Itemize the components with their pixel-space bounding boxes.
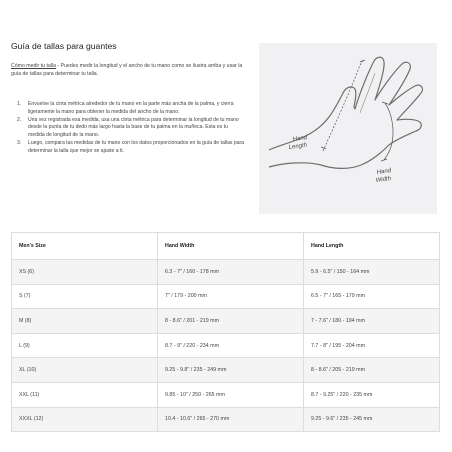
header-hand-length: Hand Length <box>304 233 440 260</box>
size-cell: XS (6) <box>12 260 158 285</box>
width-cell: 6.3 - 7" / 160 - 178 mm <box>158 260 304 285</box>
step-text: Luego, compara las medidas de tu mano con los datos proporcionados en la guía de tallas para determinar la talla que mejor se ajuste a ti. <box>28 139 245 154</box>
measurement-steps <box>17 101 245 156</box>
step-number: 3. <box>17 139 22 146</box>
table-header-row <box>12 233 440 260</box>
finger-crease <box>360 73 375 113</box>
how-to-measure-link[interactable]: Cómo medir tu talla <box>11 63 56 69</box>
length-cell: 9.25 - 9.6" / 235 - 245 mm <box>304 407 440 432</box>
width-cell: 10.4 - 10.6" / 265 - 270 mm <box>158 407 304 432</box>
length-cell: 7 - 7.6" / 180 - 194 mm <box>304 309 440 334</box>
length-ticks <box>321 60 365 149</box>
width-cell: 7" / 179 - 200 mm <box>158 284 304 309</box>
step-text: Envuelve la cinta métrica alrededor de tu mano en la parte más ancha de la palma, y cierra ligeramente la mano para obtener la medida del ancho de la mano. <box>28 101 234 115</box>
page-title: Guía de tallas para guantes <box>11 41 117 51</box>
step-item <box>17 101 245 117</box>
step-item <box>17 140 245 156</box>
hand-length-label-2: Length <box>288 142 308 151</box>
hand-width-label-1: Hand <box>376 168 392 176</box>
width-cell: 9.25 - 9.8" / 235 - 249 mm <box>158 358 304 383</box>
step-number: 2. <box>17 116 22 123</box>
length-cell: 5.9 - 6.5" / 150 - 164 mm <box>304 260 440 285</box>
length-cell: 6.5 - 7" / 165 - 179 mm <box>304 284 440 309</box>
size-cell: M (8) <box>12 309 158 334</box>
table-row <box>12 382 440 407</box>
hand-width-label-2: Width <box>375 175 392 184</box>
length-cell: 8 - 8.6" / 205 - 219 mm <box>304 358 440 383</box>
hand-measurement-diagram <box>259 43 437 214</box>
size-table <box>11 232 440 432</box>
step-item <box>17 117 245 140</box>
width-cell: 8 - 8.6" / 201 - 219 mm <box>158 309 304 334</box>
hand-length-measure <box>323 61 363 151</box>
size-cell: L (9) <box>12 333 158 358</box>
table-row <box>12 309 440 334</box>
length-cell: 8.7 - 9.25" / 220 - 235 mm <box>304 382 440 407</box>
hand-outline <box>269 57 422 168</box>
table-row <box>12 333 440 358</box>
step-text: Una vez registrada esa medida, usa una cinta métrica para determinar la longitud de tu mano desde la punta de tu dedo más largo hasta la base de tu palma en la muñeca. Esta es tu medida de longitud de la mano. <box>28 116 239 139</box>
size-cell: S (7) <box>12 284 158 309</box>
intro-text: - Puedes medir la longitud y el ancho de tu mano como se ilustra arriba y usar la guía de tallas para determinar tu talla. <box>11 63 243 78</box>
table-row <box>12 407 440 432</box>
hand-length-label-1: Hand <box>292 135 308 143</box>
hand-illustration <box>259 43 437 214</box>
size-cell: XL (10) <box>12 358 158 383</box>
table-row <box>12 284 440 309</box>
width-cell: 8.7 - 9" / 220 - 234 mm <box>158 333 304 358</box>
intro-paragraph <box>11 62 249 78</box>
size-cell: XXXL (12) <box>12 407 158 432</box>
size-cell: XXL (11) <box>12 382 158 407</box>
width-cell: 9.85 - 10" / 250 - 265 mm <box>158 382 304 407</box>
length-cell: 7.7 - 8" / 195 - 204 mm <box>304 333 440 358</box>
step-number: 1. <box>17 101 22 107</box>
size-chart <box>11 232 439 432</box>
table-row <box>12 358 440 383</box>
header-mens-size: Men's Size <box>12 233 158 260</box>
table-row <box>12 260 440 285</box>
header-hand-width: Hand Width <box>158 233 304 260</box>
hand-width-measure <box>384 103 393 160</box>
